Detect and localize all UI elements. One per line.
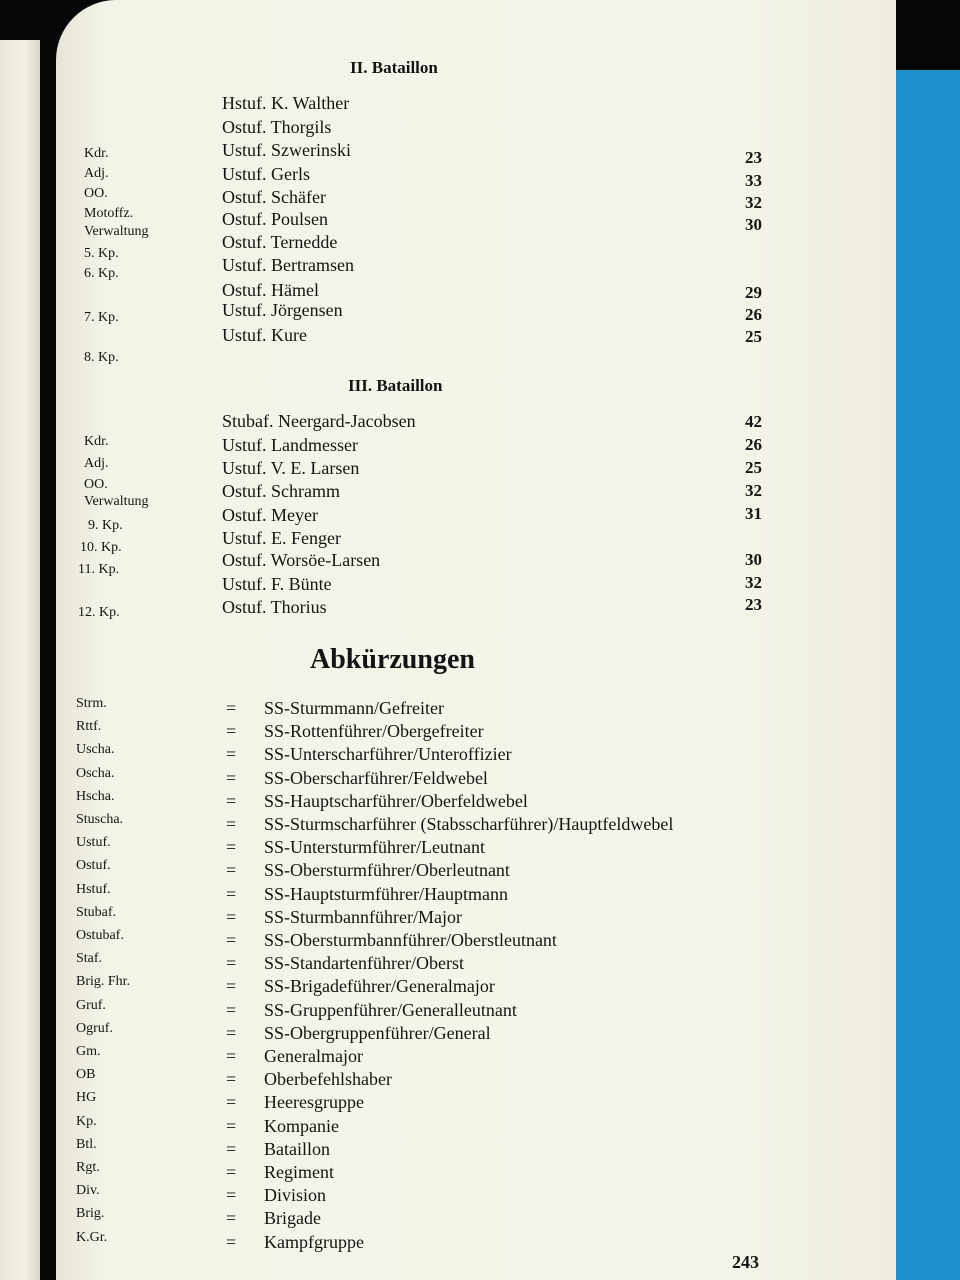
abbreviation-definition: SS-Oberscharführer/Feldwebel [264,767,488,788]
abbreviation-term: Ustuf. [76,835,111,851]
officer-name: Hstuf. K. Walther [222,93,350,113]
equals-sign: = [226,1046,237,1066]
equals-sign: = [226,744,237,765]
age-value: 30 [745,550,762,569]
age-value: 25 [745,458,762,477]
abbreviation-definition: SS-Gruppenführer/Generalleutnant [264,999,517,1020]
side-label: 12. Kp. [78,605,120,620]
age-value: 30 [745,215,762,234]
side-label: OO. [84,186,108,201]
equals-sign: = [226,837,237,858]
equals-sign: = [226,999,237,1020]
equals-sign: = [226,1022,237,1043]
officer-name: Ostuf. Hämel [222,280,319,300]
equals-sign: = [226,1208,237,1229]
abbreviation-definition: SS-Obergruppenführer/General [264,1022,491,1043]
side-label: OO. [84,477,108,492]
equals-sign: = [226,1231,237,1252]
age-value: 32 [745,193,762,212]
equals-sign: = [226,1162,237,1182]
side-label: 10. Kp. [80,540,122,555]
abbreviation-definition: SS-Untersturmführer/Leutnant [264,837,485,858]
officer-name: Ustuf. Bertramsen [222,255,354,275]
abbreviation-definition: SS-Obersturmbannführer/Oberstleutnant [264,930,557,950]
side-label: 8. Kp. [84,350,119,365]
equals-sign: = [226,1185,237,1206]
abbreviation-definition: SS-Hauptscharführer/Oberfeldwebel [264,790,528,811]
equals-sign: = [226,1092,237,1113]
abbreviation-term: Brig. Fhr. [76,974,131,990]
equals-sign: = [226,953,237,974]
abbreviation-term: Rgt. [76,1160,100,1175]
abbreviation-definition: SS-Unterscharführer/Unteroffizier [264,744,512,765]
abbreviation-definition: SS-Obersturmführer/Oberleutnant [264,860,510,881]
officer-name: Stubaf. Neergard-Jacobsen [222,411,416,431]
officer-name: Ustuf. Szwerinski [222,140,351,160]
abbreviation-definition: Kompanie [264,1115,339,1136]
age-value: 26 [745,305,762,324]
equals-sign: = [226,860,237,881]
age-value: 32 [745,481,762,500]
abbreviation-definition: SS-Rottenführer/Obergefreiter [264,721,484,742]
officer-name: Ustuf. E. Fenger [222,528,341,548]
equals-sign: = [226,1069,237,1090]
age-value: 26 [745,435,762,454]
officer-name: Ostuf. Worsöe-Larsen [222,550,381,570]
equals-sign: = [226,790,237,811]
abbreviation-definition: SS-Sturmscharführer (Stabsscharführer)/Hauptfeldwebel [264,814,674,834]
abbreviation-term: Ostuf. [76,858,111,874]
equals-sign: = [226,976,237,997]
abbreviation-definition: Bataillon [264,1138,330,1159]
abbreviation-term: Brig. [76,1206,105,1222]
age-value: 31 [745,504,762,523]
side-label: 6. Kp. [84,266,119,281]
officer-name: Ustuf. V. E. Larsen [222,458,360,478]
abbreviation-definition: Kampfgruppe [264,1231,364,1252]
abbreviation-definition: SS-Sturmbannführer/Major [264,906,462,927]
abbreviation-term: Rttf. [76,719,102,735]
age-value: 29 [745,283,762,302]
officer-name: Ostuf. Thorius [222,597,327,617]
side-label: Adj. [84,456,109,471]
abbreviation-definition: SS-Brigadeführer/Generalmajor [264,976,495,997]
officer-name: Ustuf. F. Bünte [222,574,332,594]
abbreviation-term: Hstuf. [76,881,111,897]
abbreviation-term: Ostubaf. [76,928,124,943]
abbreviation-definition: Division [264,1185,327,1206]
abbreviation-definition: Brigade [264,1208,321,1229]
abbreviation-term: Staf. [76,951,103,967]
officer-name: Ustuf. Gerls [222,164,310,184]
abbreviation-term: Div. [76,1183,100,1199]
equals-sign: = [226,698,237,718]
abbreviation-term: OB [76,1067,96,1083]
side-label: 7. Kp. [84,310,119,325]
equals-sign: = [226,930,237,950]
side-label: Adj. [84,166,109,181]
officer-name: Ostuf. Schäfer [222,187,326,207]
officer-name: Ostuf. Schramm [222,481,340,501]
side-label: 11. Kp. [78,562,120,577]
abbreviation-term: Ogruf. [76,1020,113,1036]
abbreviation-definition: SS-Standartenführer/Oberst [264,953,464,974]
age-value: 42 [745,412,762,431]
age-value: 25 [745,327,762,346]
book-page [56,0,896,1280]
equals-sign: = [226,1138,237,1159]
abbreviation-definition: SS-Sturmmann/Gefreiter [264,698,444,718]
abbreviation-term: Stubaf. [76,904,117,920]
page-number: 243 [732,1252,759,1272]
abbreviation-term: Kp. [76,1113,97,1129]
age-value: 23 [745,595,762,614]
side-label: Kdr. [84,434,109,449]
abbreviation-term: Hscha. [76,788,115,804]
side-label: 5. Kp. [84,246,119,261]
battalion-3-heading: III. Bataillon [348,376,443,395]
equals-sign: = [226,814,237,834]
abbreviation-term: Btl. [76,1136,97,1152]
side-label: Kdr. [84,146,109,161]
abbreviation-definition: SS-Hauptsturmführer/Hauptmann [264,883,508,904]
officer-name: Ostuf. Meyer [222,505,318,525]
age-value: 33 [745,171,762,190]
abbreviation-definition: Regiment [264,1162,334,1182]
abbreviation-term: Gruf. [76,997,106,1013]
abbreviation-term: Oscha. [76,765,115,781]
abbreviation-definition: Oberbefehlshaber [264,1069,392,1090]
side-label: Motoffz. [84,206,134,221]
officer-name: Ostuf. Poulsen [222,209,329,229]
side-label: 9. Kp. [88,518,123,533]
officer-name: Ustuf. Kure [222,325,307,345]
abbreviation-term: Stuscha. [76,812,124,827]
abbreviation-term: Uscha. [76,742,115,758]
abbreviation-term: Gm. [76,1044,101,1059]
age-value: 32 [745,573,762,592]
officer-name: Ustuf. Landmesser [222,435,358,455]
abbreviation-definition: Generalmajor [264,1046,363,1066]
equals-sign: = [226,1115,237,1136]
equals-sign: = [226,767,237,788]
abbreviations-heading: Abkürzungen [310,644,475,675]
abbreviation-term: K.Gr. [76,1229,108,1245]
abbreviation-term: Strm. [76,696,107,711]
equals-sign: = [226,883,237,904]
age-value: 23 [745,148,762,167]
officer-name: Ostuf. Thorgils [222,117,332,137]
left-page-edge [0,40,40,1280]
officer-name: Ostuf. Ternedde [222,232,338,252]
equals-sign: = [226,906,237,927]
abbreviation-term: HG [76,1090,97,1106]
battalion-2-heading: II. Bataillon [350,58,438,77]
side-label: Verwaltung [84,224,149,239]
abbreviation-definition: Heeresgruppe [264,1092,364,1113]
equals-sign: = [226,721,237,742]
officer-name: Ustuf. Jörgensen [222,300,343,320]
side-label: Verwaltung [84,494,149,509]
